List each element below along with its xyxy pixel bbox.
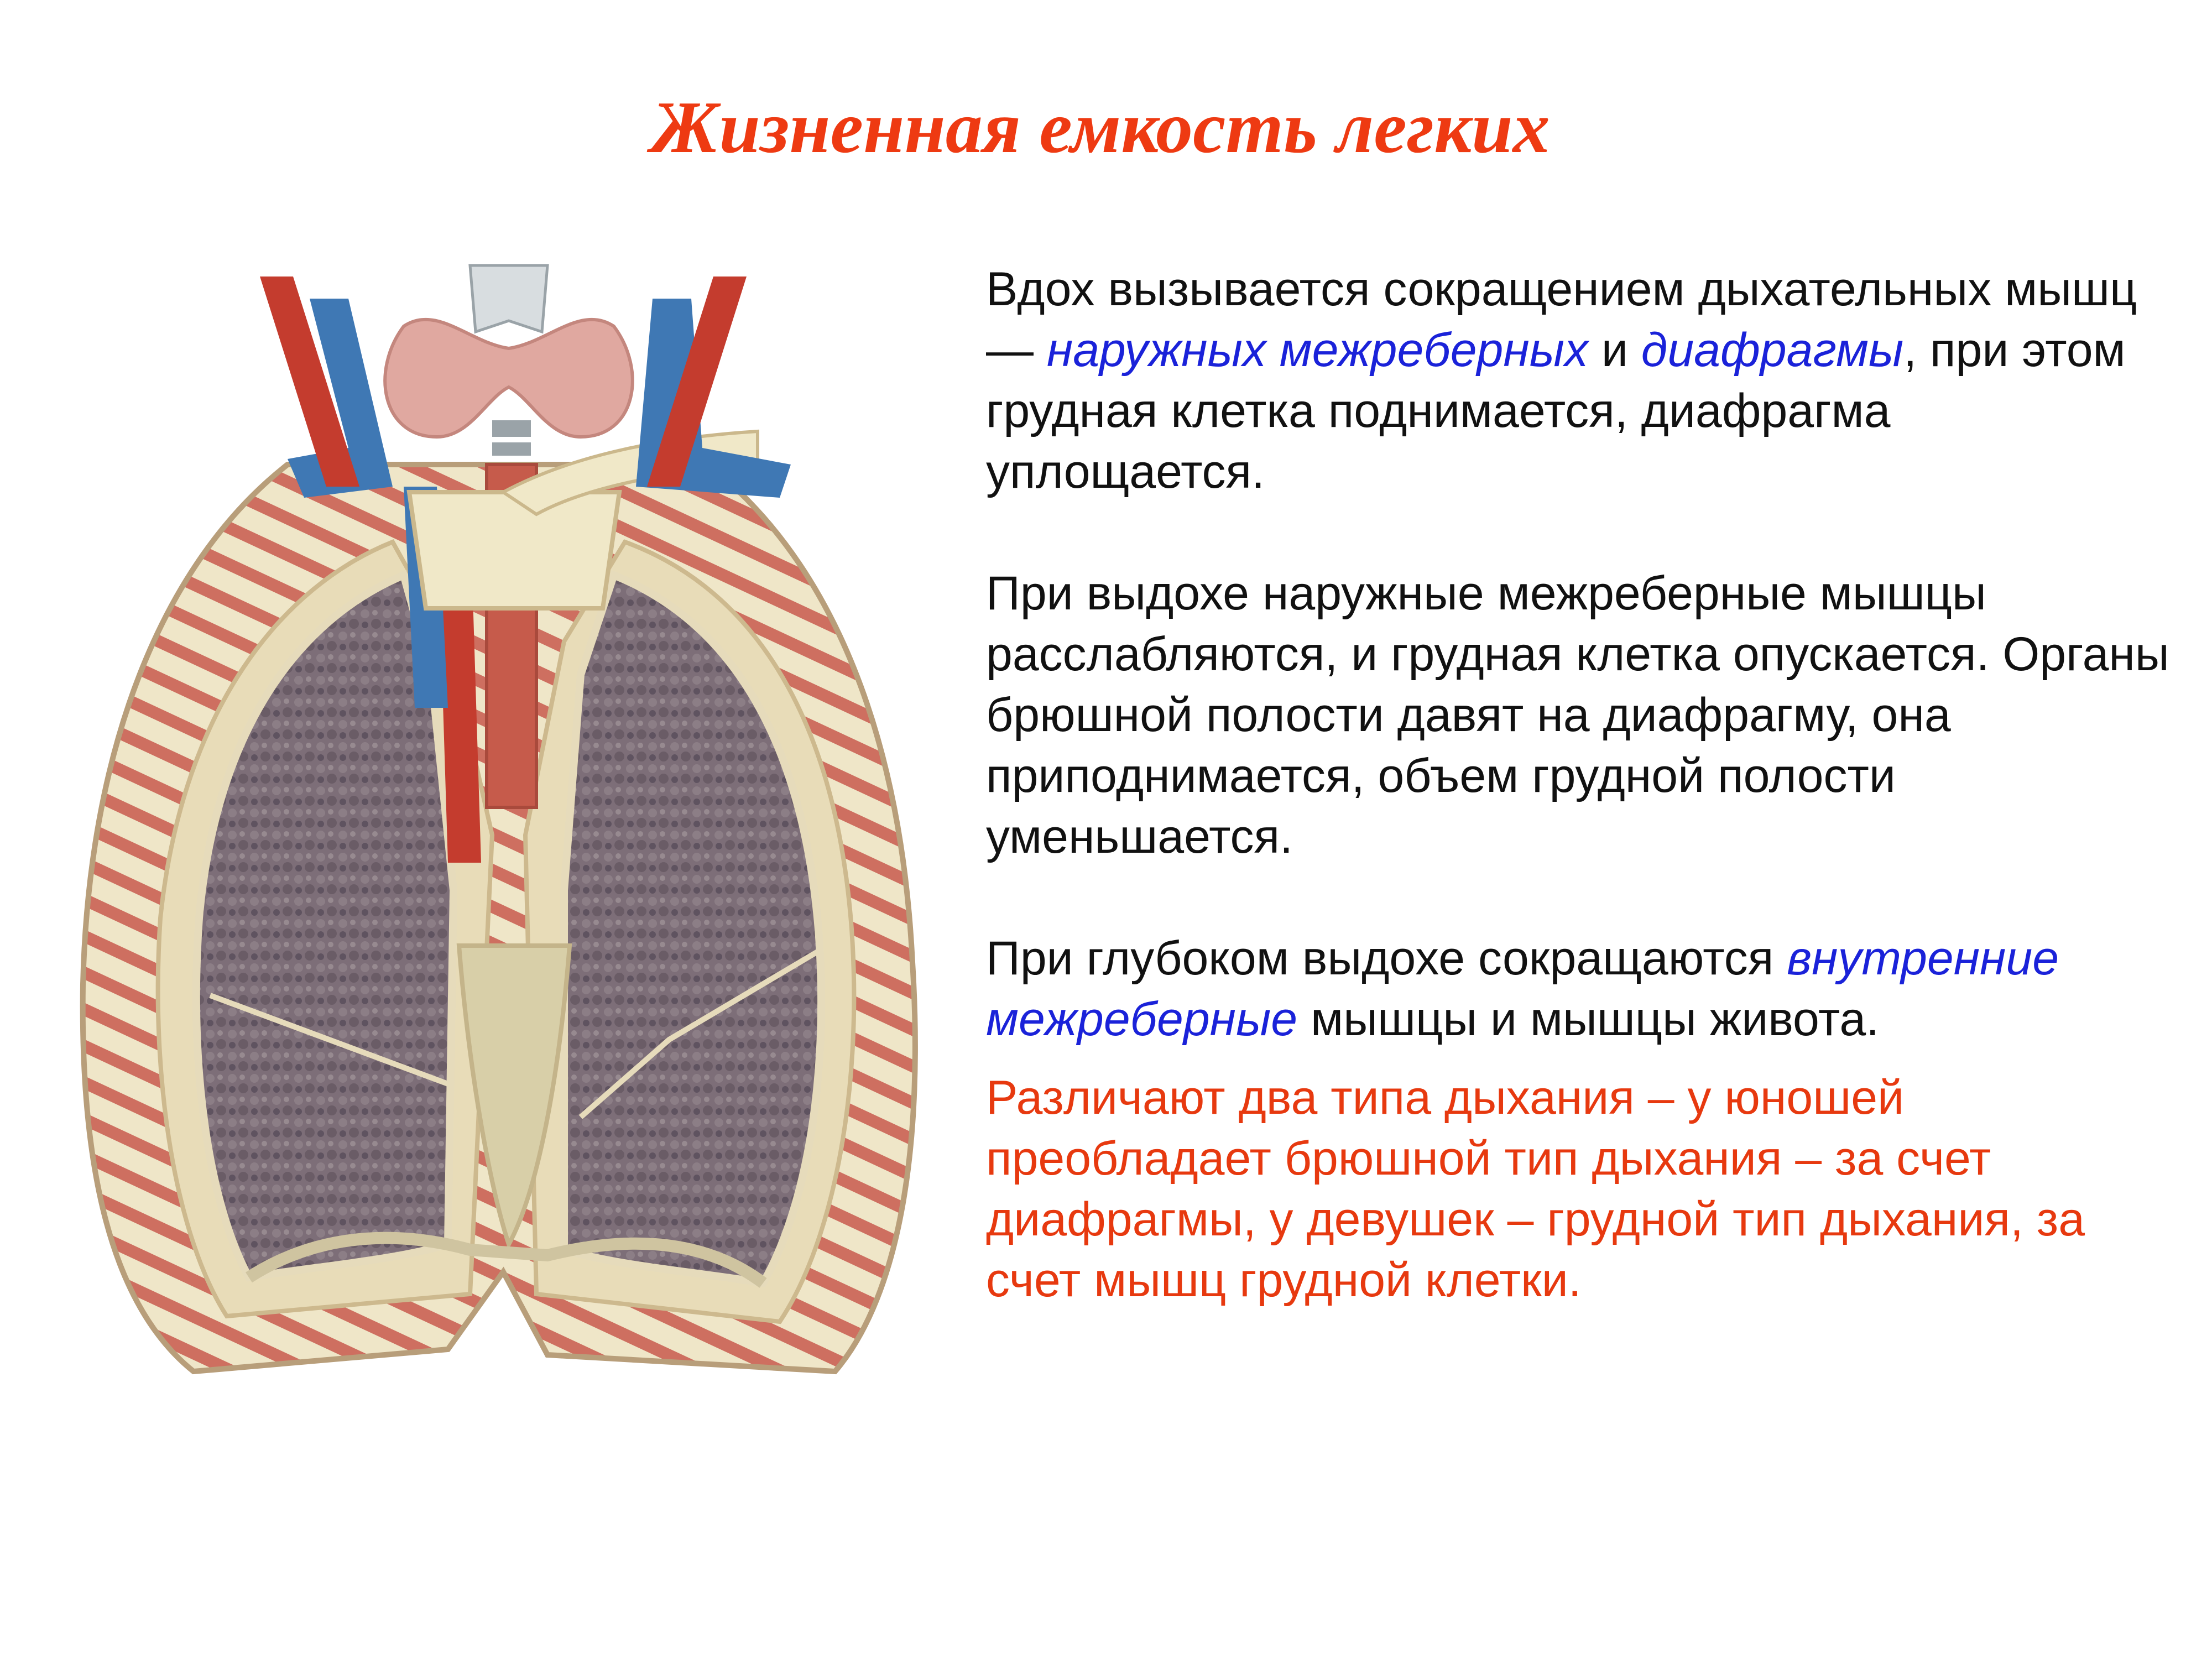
thyroid bbox=[385, 320, 633, 437]
deep-exhale-text-2: мышцы и мышцы живота. bbox=[1297, 993, 1880, 1046]
inhale-text-3: , при этом грудная клетка поднимается, диафрагма уплощается. bbox=[986, 324, 2126, 498]
text-column bbox=[986, 259, 2175, 1311]
term-internal-intercostal: внутренние межреберные bbox=[986, 932, 2059, 1046]
inhale-paragraph bbox=[986, 259, 2175, 502]
deep-exhale-paragraph bbox=[986, 928, 2175, 1050]
exhale-paragraph: При выдохе наружные межреберные мышцы расслабляются, и грудная клетка опускается. Органы брюшной полости давят на диафрагму, она приподнимается, объем грудной полости уменьшается. bbox=[986, 567, 2169, 863]
term-external-intercostal: наружных межреберных bbox=[1046, 324, 1588, 377]
inhale-text-1: Вдох вызывается сокращением дыхательных мышц — bbox=[986, 263, 2137, 377]
lungs-anatomy-icon bbox=[50, 254, 940, 1421]
term-diaphragm: диафрагмы bbox=[1641, 324, 1904, 377]
sternum-top bbox=[409, 492, 619, 608]
deep-exhale-text-1: При глубоком выдохе сокращаются bbox=[986, 932, 1787, 985]
slide-title: Жизненная емкость легких bbox=[651, 86, 1550, 168]
lungs-illustration bbox=[50, 254, 940, 1421]
breathing-types-paragraph: Различают два типа дыхания – у юношей преобладает брюшной тип дыхания – за счет диафрагмы, у девушек – грудной тип дыхания, за счет мышц грудной клетки. bbox=[986, 1071, 2085, 1307]
inhale-text-2: и bbox=[1588, 324, 1641, 377]
larynx bbox=[470, 265, 547, 332]
